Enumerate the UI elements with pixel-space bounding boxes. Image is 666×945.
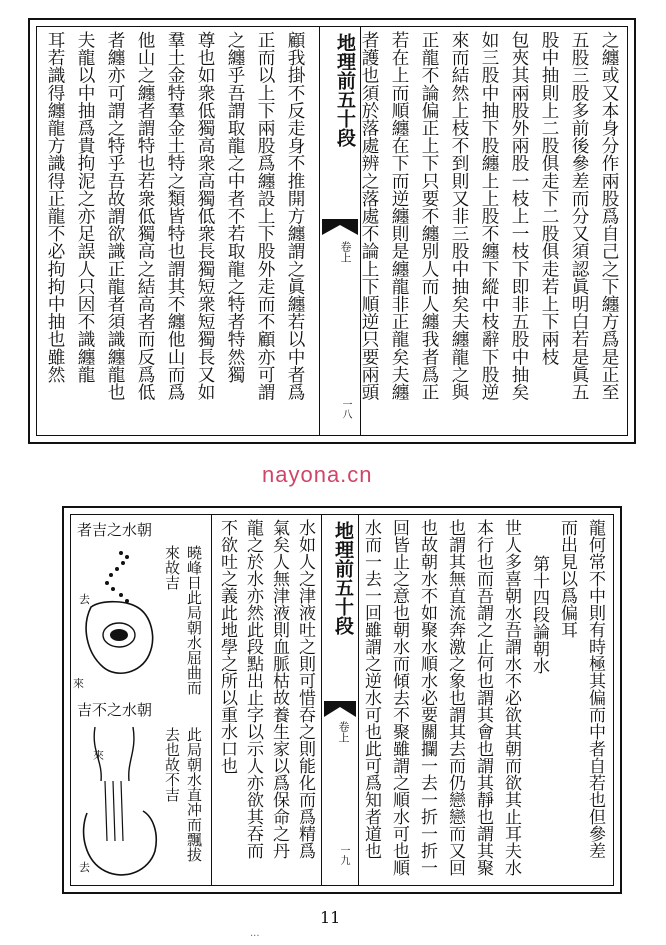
- text-column: 包夾其兩股外兩股一枝上一枝下即非五股中抽矣: [509, 31, 529, 401]
- text-column: 龍何常不中則有時極其偏而中者自若也但參差: [585, 519, 605, 859]
- text-column: 也故朝水不如聚水順水必要關攔一去一折一折一: [417, 519, 437, 876]
- book-page-number: 11: [320, 908, 341, 927]
- text-column: 正而以上下兩股爲纏設上下股外走而不顧亦可謂: [255, 31, 275, 401]
- lower-page-frame: [70, 514, 614, 886]
- diagram-note: 去也故不吉: [163, 727, 181, 802]
- text-column: 不欲吐之義此地學之所以重水口也: [217, 519, 237, 774]
- text-column: 股中抽則上二股俱走下二股俱走若上下兩枝: [539, 31, 559, 366]
- section-heading: 第十四段論朝水: [529, 555, 549, 674]
- text-column: 五股三股多前後參差而分又須認眞明白若是眞五: [569, 31, 589, 401]
- text-column: 氣矣人無津液則血脈枯故養生家以爲保命之丹: [269, 519, 289, 859]
- text-column: 世人多喜朝水吾謂水不必欲其朝而欲其止耳夫水: [501, 519, 521, 876]
- text-column: 而出見以爲偏耳: [557, 519, 577, 638]
- page-title: 地理前五十段: [332, 521, 354, 635]
- text-column: 羣土金特羣金土特之類皆特也謂其不纏他山而爲: [165, 31, 185, 401]
- diagram-label-inauspicious: 朝水之不吉: [77, 701, 153, 719]
- diagram-note: 此局朝水直冲而飄拔: [185, 727, 203, 862]
- diagram-note: 來故吉: [163, 545, 181, 590]
- text-column: 水如人之津液吐之則可惜吞之則能化而爲精爲: [295, 519, 315, 859]
- diagram-note: 曉峰日此局朝水屈曲而: [185, 545, 203, 695]
- volume-label: 卷上: [339, 241, 352, 263]
- text-column: 水而一去一回雖謂之逆水可也此可爲知者道也: [361, 519, 381, 859]
- text-column: 之纏乎吾謂取龍之中者不若取龍之特者特然獨: [225, 31, 245, 383]
- text-column: 耳若識得纏龍方識得正龍不必拘拘中抽也雖然: [45, 31, 65, 383]
- text-column: 如三股中抽下股纏上上股不纏下縱中枝辭下股逆: [479, 31, 499, 401]
- volume-label: 卷上: [337, 721, 350, 743]
- diagram-label-auspicious: 朝水之吉者: [77, 521, 153, 539]
- diagram-mark-go: 去: [79, 861, 90, 874]
- page-spine: [319, 27, 361, 435]
- text-column: 回皆止之意也朝水而傾去不聚雖謂之順水可也順: [389, 519, 409, 876]
- straight-water-figure-icon: [77, 721, 161, 887]
- page-number-label: 一九: [338, 845, 349, 865]
- upper-page-frame: [36, 26, 628, 436]
- fish-tail-mark-icon: [324, 701, 356, 717]
- text-column: 夫龍以中抽爲貴拘泥之亦足誤人只因不識纏龍: [75, 31, 95, 383]
- text-column: 本行也而吾謂之止何也謂其會也謂其靜也謂其聚: [473, 519, 493, 876]
- footer-text: ...: [250, 928, 260, 939]
- text-column: 顧我掛不反走身不推開方纏謂之眞纏若以中者爲: [285, 31, 305, 401]
- page-number-label: 一八: [340, 399, 351, 419]
- text-column: 之纏或又本身分作兩股爲自己之下纏方爲是正至: [599, 31, 619, 401]
- lower-page: [62, 506, 622, 894]
- text-column: 來而結然上枝不到則又非三股中抽矣夫纏龍之與: [449, 31, 469, 401]
- watermark: nayona.cn: [262, 462, 373, 487]
- text-column: 正龍不論偏正上下只要不纏別人而人纏我者爲正: [419, 31, 439, 401]
- diagram-mark-go: 去: [79, 593, 90, 606]
- text-column: 尊也如衆低獨高衆高獨低衆長獨短衆短獨長又如: [195, 31, 215, 401]
- water-diagram-panel: [71, 515, 212, 885]
- text-column: 者纏亦可謂之特乎吾故謂欲識正龍者須識纏龍也: [105, 31, 125, 401]
- page-title: 地理前五十段: [334, 33, 356, 147]
- diagram-mark-come: 來: [93, 749, 104, 762]
- diagram-mark-come: 來: [73, 677, 84, 690]
- page-spine: [321, 515, 359, 885]
- meandering-water-figure-icon: [77, 543, 161, 683]
- text-column: 者護也須於落處辨之落處不論上下順逆只要兩頭: [359, 31, 379, 401]
- text-column: 也謂其無直流奔激之象也謂其去而仍戀戀而又回: [445, 519, 465, 876]
- text-column: 龍之於水亦然此段點出止字以示人亦欲其吞而: [243, 519, 263, 859]
- upper-page: [28, 18, 636, 444]
- text-column: 若在上而順纏在下而逆纏則是纏龍非正龍矣夫纏: [389, 31, 409, 401]
- text-column: 他山之纏者謂特也若衆低獨高之結高者而反爲低: [135, 31, 155, 401]
- fish-tail-mark-icon: [322, 219, 358, 235]
